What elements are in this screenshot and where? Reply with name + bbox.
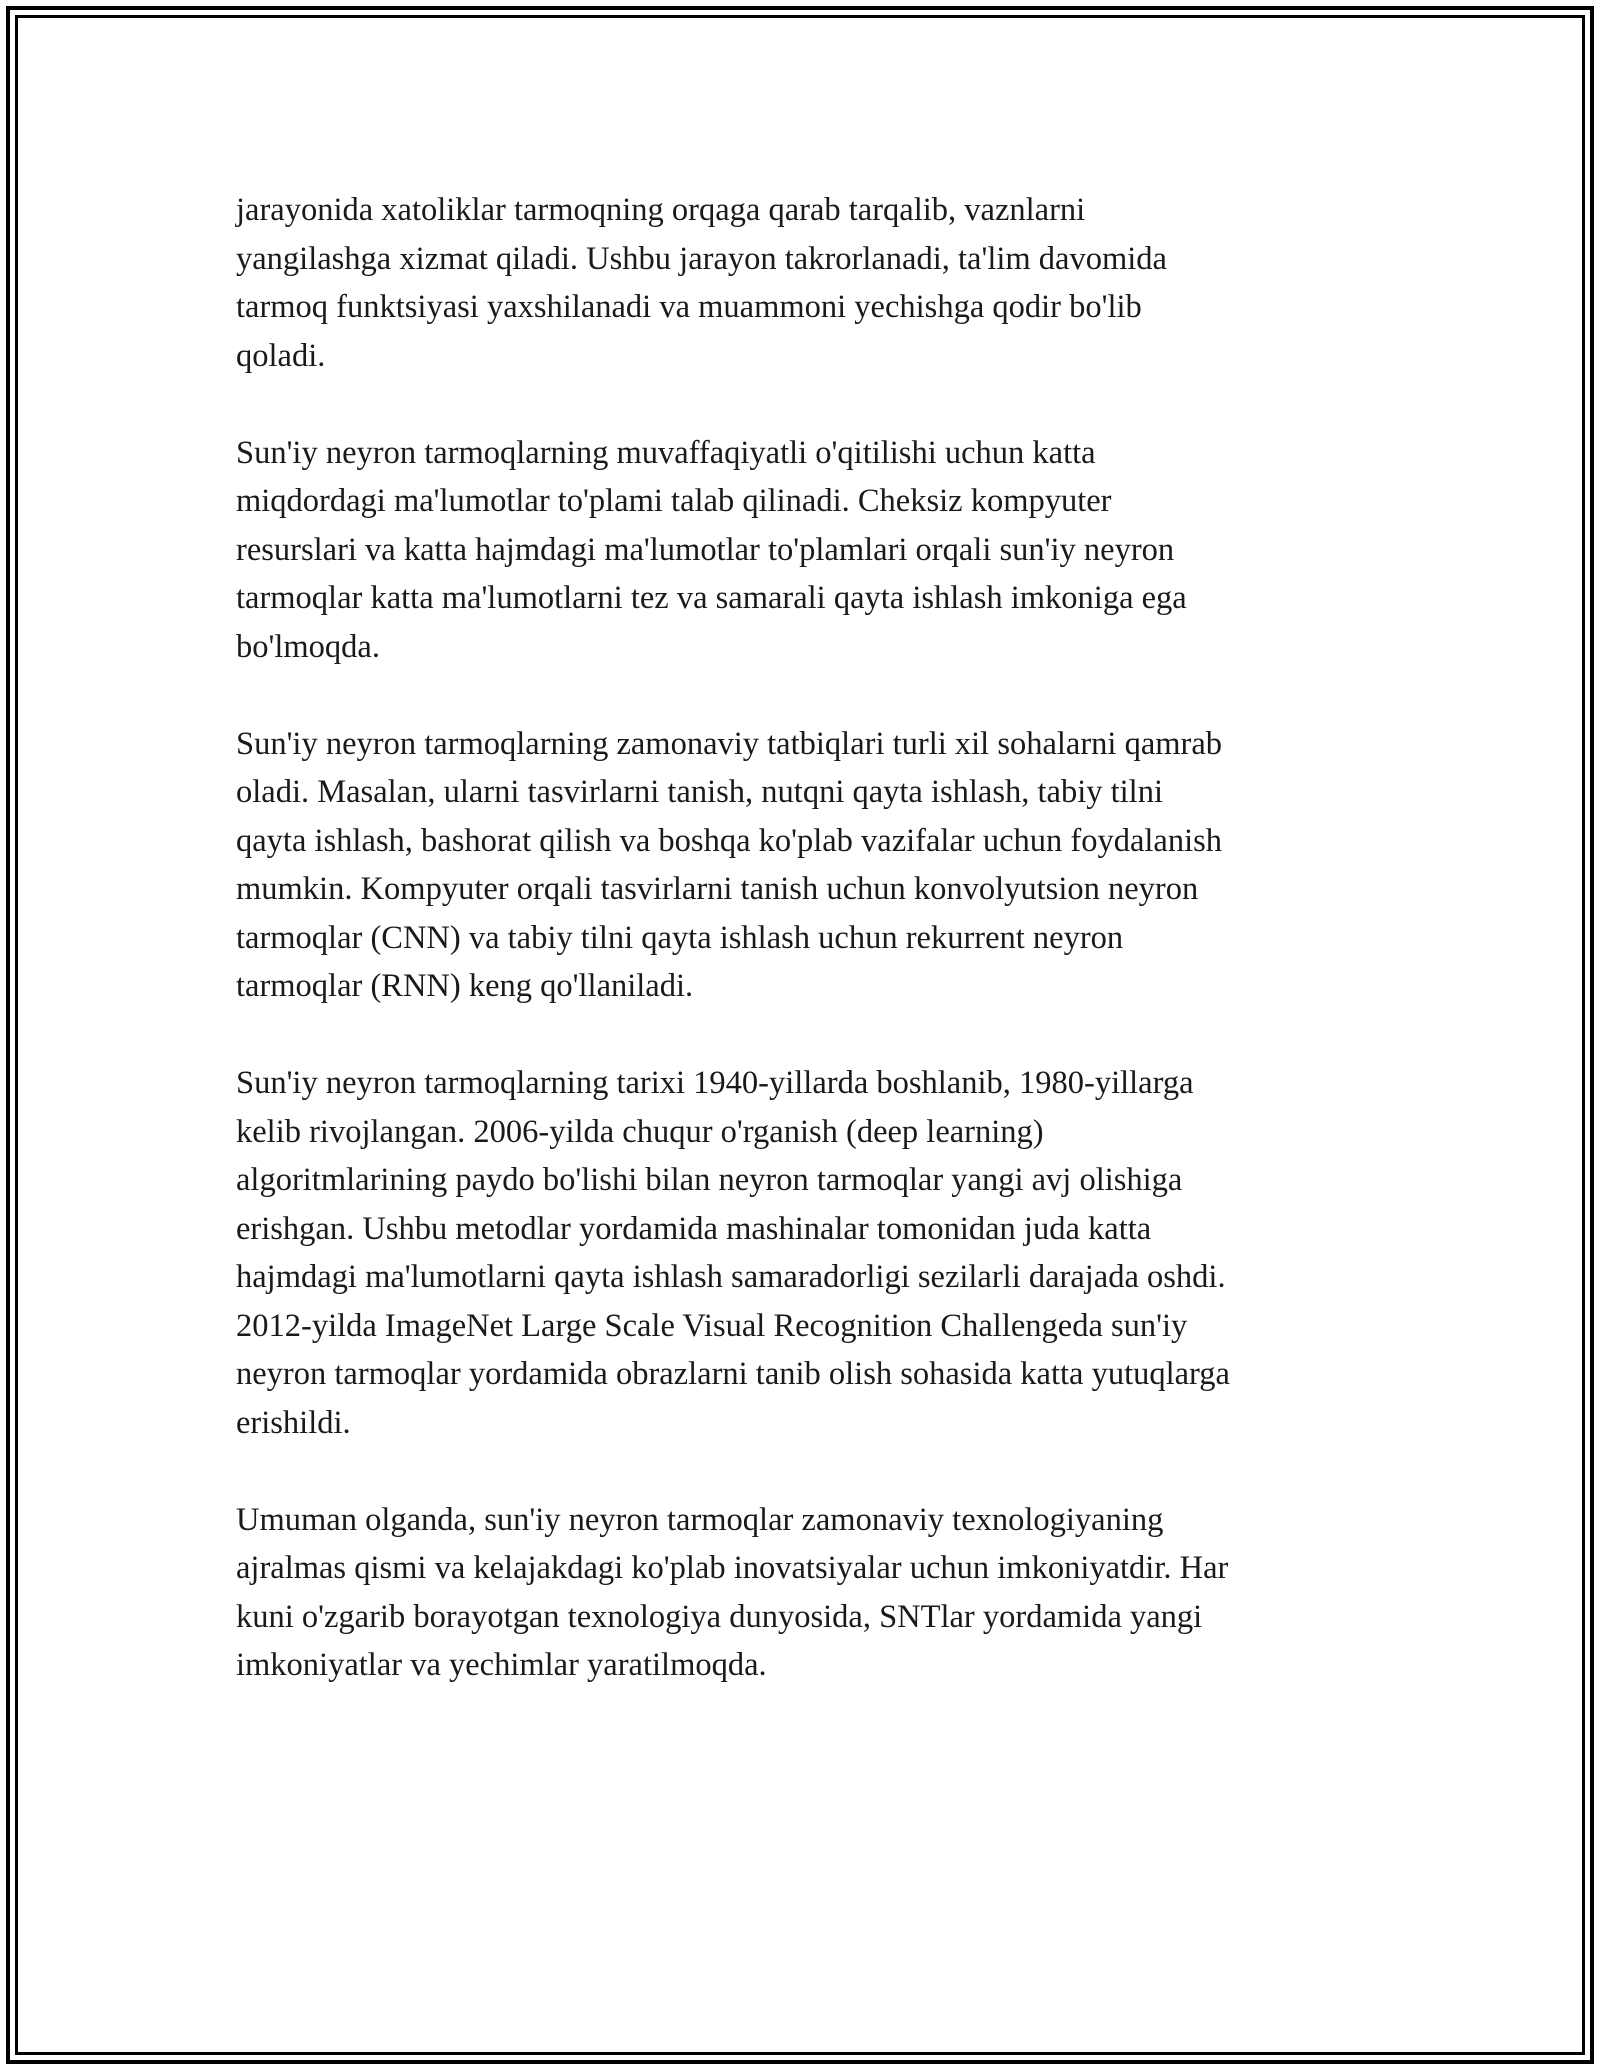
paragraph — [236, 429, 1366, 672]
document-body — [236, 186, 1366, 1738]
text-line: tarmoqlar (CNN) va tabiy tilni qayta ishlash uchun rekurrent neyron — [236, 919, 1124, 956]
text-line: algoritmlarining paydo bo'lishi bilan neyron tarmoqlar yangi avj olishiga — [236, 1162, 1183, 1198]
text-line: Umuman olganda, sun'iy neyron tarmoqlar zamonaviy texnologiyaning — [236, 1501, 1164, 1538]
paragraph — [236, 720, 1366, 1011]
text-line: tarmoqlar katta ma'lumotlarni tez va samarali qayta ishlash imkoniga ega — [236, 580, 1187, 616]
text-line: neyron tarmoqlar yordamida obrazlarni tanib olish sohasida katta yutuqlarga — [236, 1356, 1230, 1392]
text-line: resurslari va katta hajmdagi ma'lumotlar to'plamlari orqali sun'iy neyron — [236, 531, 1175, 568]
text-line: kuni o'zgarib borayotgan texnologiya dunyosida, SNTlar yordamida yangi — [236, 1598, 1203, 1635]
text-line: 2012-yilda ImageNet Large Scale Visual Recognition Challengeda sun'iy — [236, 1307, 1188, 1344]
text-line: erishgan. Ushbu metodlar yordamida mashinalar tomonidan juda katta — [236, 1210, 1152, 1247]
text-line: hajmdagi ma'lumotlarni qayta ishlash samaradorligi sezilarli darajada oshdi. — [236, 1259, 1226, 1295]
text-line: kelib rivojlangan. 2006-yilda chuqur o'rganish (deep learning) — [236, 1113, 1044, 1150]
text-line: imkoniyatlar va yechimlar yaratilmoqda. — [236, 1647, 767, 1683]
text-line: qayta ishlash, bashorat qilish va boshqa ko'plab vazifalar uchun foydalanish — [236, 822, 1223, 859]
text-line: erishildi. — [236, 1404, 351, 1441]
paragraph — [236, 186, 1366, 380]
text-line: ajralmas qismi va kelajakdagi ko'plab inovatsiyalar uchun imkoniyatdir. Har — [236, 1550, 1229, 1586]
text-line: tarmoqlar (RNN) keng qo'llaniladi. — [236, 968, 694, 1004]
text-line: Sun'iy neyron tarmoqlarning tarixi 1940-yillarda boshlanib, 1980-yillarga — [236, 1065, 1194, 1101]
text-line: yangilashga xizmat qiladi. Ushbu jarayon takrorlanadi, ta'lim davomida — [236, 240, 1167, 277]
text-line: bo'lmoqda. — [236, 628, 380, 665]
text-line: Sun'iy neyron tarmoqlarning zamonaviy tatbiqlari turli xil sohalarni qamrab — [236, 725, 1223, 762]
text-line: miqdordagi ma'lumotlar to'plami talab qilinadi. Cheksiz kompyuter — [236, 483, 1112, 519]
text-line: jarayonida xatoliklar tarmoqning orqaga qarab tarqalib, vaznlarni — [236, 192, 1086, 228]
text-line: tarmoq funktsiyasi yaxshilanadi va muammoni yechishga qodir bo'lib — [236, 289, 1142, 325]
text-line: Sun'iy neyron tarmoqlarning muvaffaqiyatli o'qitilishi uchun katta — [236, 434, 1096, 471]
paragraph — [236, 1059, 1366, 1447]
text-line: oladi. Masalan, ularni tasvirlarni tanish, nutqni qayta ishlash, tabiy tilni — [236, 774, 1163, 810]
text-line: qoladi. — [236, 337, 326, 374]
text-line: mumkin. Kompyuter orqali tasvirlarni tanish uchun konvolyutsion neyron — [236, 871, 1199, 907]
paragraph — [236, 1496, 1366, 1690]
